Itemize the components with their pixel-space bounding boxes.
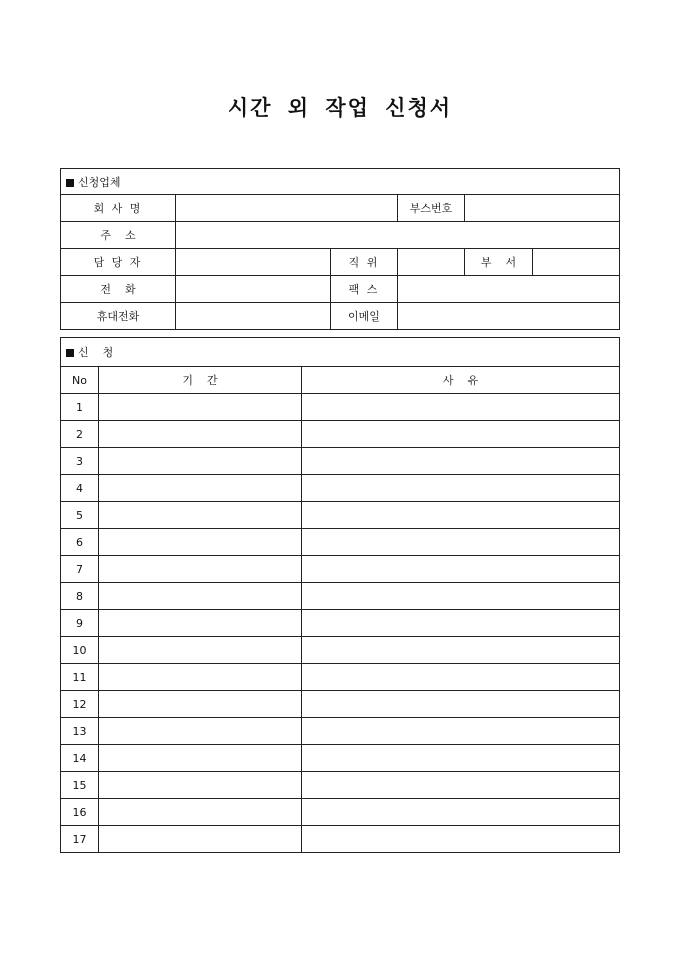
manager-field[interactable] xyxy=(176,249,331,276)
row-number: 8 xyxy=(61,583,99,610)
row-number: 6 xyxy=(61,529,99,556)
period-field[interactable] xyxy=(99,610,302,637)
fax-field[interactable] xyxy=(398,276,620,303)
email-label: 이메일 xyxy=(331,303,398,330)
period-field[interactable] xyxy=(99,583,302,610)
phone-field[interactable] xyxy=(176,276,331,303)
reason-field[interactable] xyxy=(302,691,620,718)
table-row xyxy=(61,610,620,637)
row-number: 1 xyxy=(61,394,99,421)
phone-label: 전 화 xyxy=(61,276,176,303)
period-field[interactable] xyxy=(99,691,302,718)
period-field[interactable] xyxy=(99,475,302,502)
square-bullet-icon xyxy=(66,179,74,187)
table-row xyxy=(61,556,620,583)
reason-field[interactable] xyxy=(302,799,620,826)
reason-field[interactable] xyxy=(302,502,620,529)
period-field[interactable] xyxy=(99,556,302,583)
email-field[interactable] xyxy=(398,303,620,330)
application-table xyxy=(60,337,620,853)
reason-field[interactable] xyxy=(302,745,620,772)
application-section-heading: 신 청 xyxy=(78,346,114,359)
position-field[interactable] xyxy=(398,249,465,276)
row-number: 9 xyxy=(61,610,99,637)
company-name-label: 회 사 명 xyxy=(61,195,176,222)
period-field[interactable] xyxy=(99,745,302,772)
row-number: 12 xyxy=(61,691,99,718)
address-label: 주 소 xyxy=(61,222,176,249)
company-section-header xyxy=(61,169,620,195)
column-header-no: No xyxy=(61,367,99,394)
period-field[interactable] xyxy=(99,718,302,745)
table-row xyxy=(61,502,620,529)
table-row xyxy=(61,718,620,745)
reason-field[interactable] xyxy=(302,529,620,556)
table-row xyxy=(61,583,620,610)
table-row xyxy=(61,529,620,556)
table-row xyxy=(61,691,620,718)
row-number: 11 xyxy=(61,664,99,691)
table-row xyxy=(61,394,620,421)
manager-label: 담 당 자 xyxy=(61,249,176,276)
period-field[interactable] xyxy=(99,637,302,664)
period-field[interactable] xyxy=(99,826,302,853)
period-field[interactable] xyxy=(99,529,302,556)
table-row xyxy=(61,664,620,691)
reason-field[interactable] xyxy=(302,610,620,637)
row-number: 15 xyxy=(61,772,99,799)
period-field[interactable] xyxy=(99,502,302,529)
reason-field[interactable] xyxy=(302,583,620,610)
table-row xyxy=(61,421,620,448)
reason-field[interactable] xyxy=(302,556,620,583)
reason-field[interactable] xyxy=(302,394,620,421)
period-field[interactable] xyxy=(99,421,302,448)
row-number: 4 xyxy=(61,475,99,502)
table-row xyxy=(61,799,620,826)
period-field[interactable] xyxy=(99,772,302,799)
department-label: 부 서 xyxy=(465,249,533,276)
row-number: 7 xyxy=(61,556,99,583)
column-header-period: 기 간 xyxy=(99,367,302,394)
row-number: 14 xyxy=(61,745,99,772)
table-row xyxy=(61,448,620,475)
column-header-reason: 사 유 xyxy=(302,367,620,394)
row-number: 2 xyxy=(61,421,99,448)
booth-number-label: 부스번호 xyxy=(398,195,465,222)
mobile-field[interactable] xyxy=(176,303,331,330)
address-field[interactable] xyxy=(176,222,620,249)
table-row xyxy=(61,745,620,772)
booth-number-field[interactable] xyxy=(465,195,620,222)
mobile-label: 휴대전화 xyxy=(61,303,176,330)
company-info-table xyxy=(60,168,620,330)
department-field[interactable] xyxy=(533,249,620,276)
reason-field[interactable] xyxy=(302,718,620,745)
table-row xyxy=(61,475,620,502)
row-number: 10 xyxy=(61,637,99,664)
reason-field[interactable] xyxy=(302,826,620,853)
period-field[interactable] xyxy=(99,799,302,826)
application-section-header xyxy=(61,338,620,367)
fax-label: 팩 스 xyxy=(331,276,398,303)
reason-field[interactable] xyxy=(302,637,620,664)
reason-field[interactable] xyxy=(302,772,620,799)
table-row xyxy=(61,772,620,799)
period-field[interactable] xyxy=(99,664,302,691)
reason-field[interactable] xyxy=(302,664,620,691)
reason-field[interactable] xyxy=(302,421,620,448)
row-number: 5 xyxy=(61,502,99,529)
row-number: 3 xyxy=(61,448,99,475)
position-label: 직 위 xyxy=(331,249,398,276)
company-section-heading: 신청업체 xyxy=(78,175,121,189)
table-row xyxy=(61,637,620,664)
period-field[interactable] xyxy=(99,394,302,421)
reason-field[interactable] xyxy=(302,448,620,475)
period-field[interactable] xyxy=(99,448,302,475)
company-name-field[interactable] xyxy=(176,195,398,222)
row-number: 17 xyxy=(61,826,99,853)
row-number: 13 xyxy=(61,718,99,745)
row-number: 16 xyxy=(61,799,99,826)
table-row xyxy=(61,826,620,853)
document-title: 시간 외 작업 신청서 xyxy=(227,96,453,120)
reason-field[interactable] xyxy=(302,475,620,502)
square-bullet-icon xyxy=(66,349,74,357)
